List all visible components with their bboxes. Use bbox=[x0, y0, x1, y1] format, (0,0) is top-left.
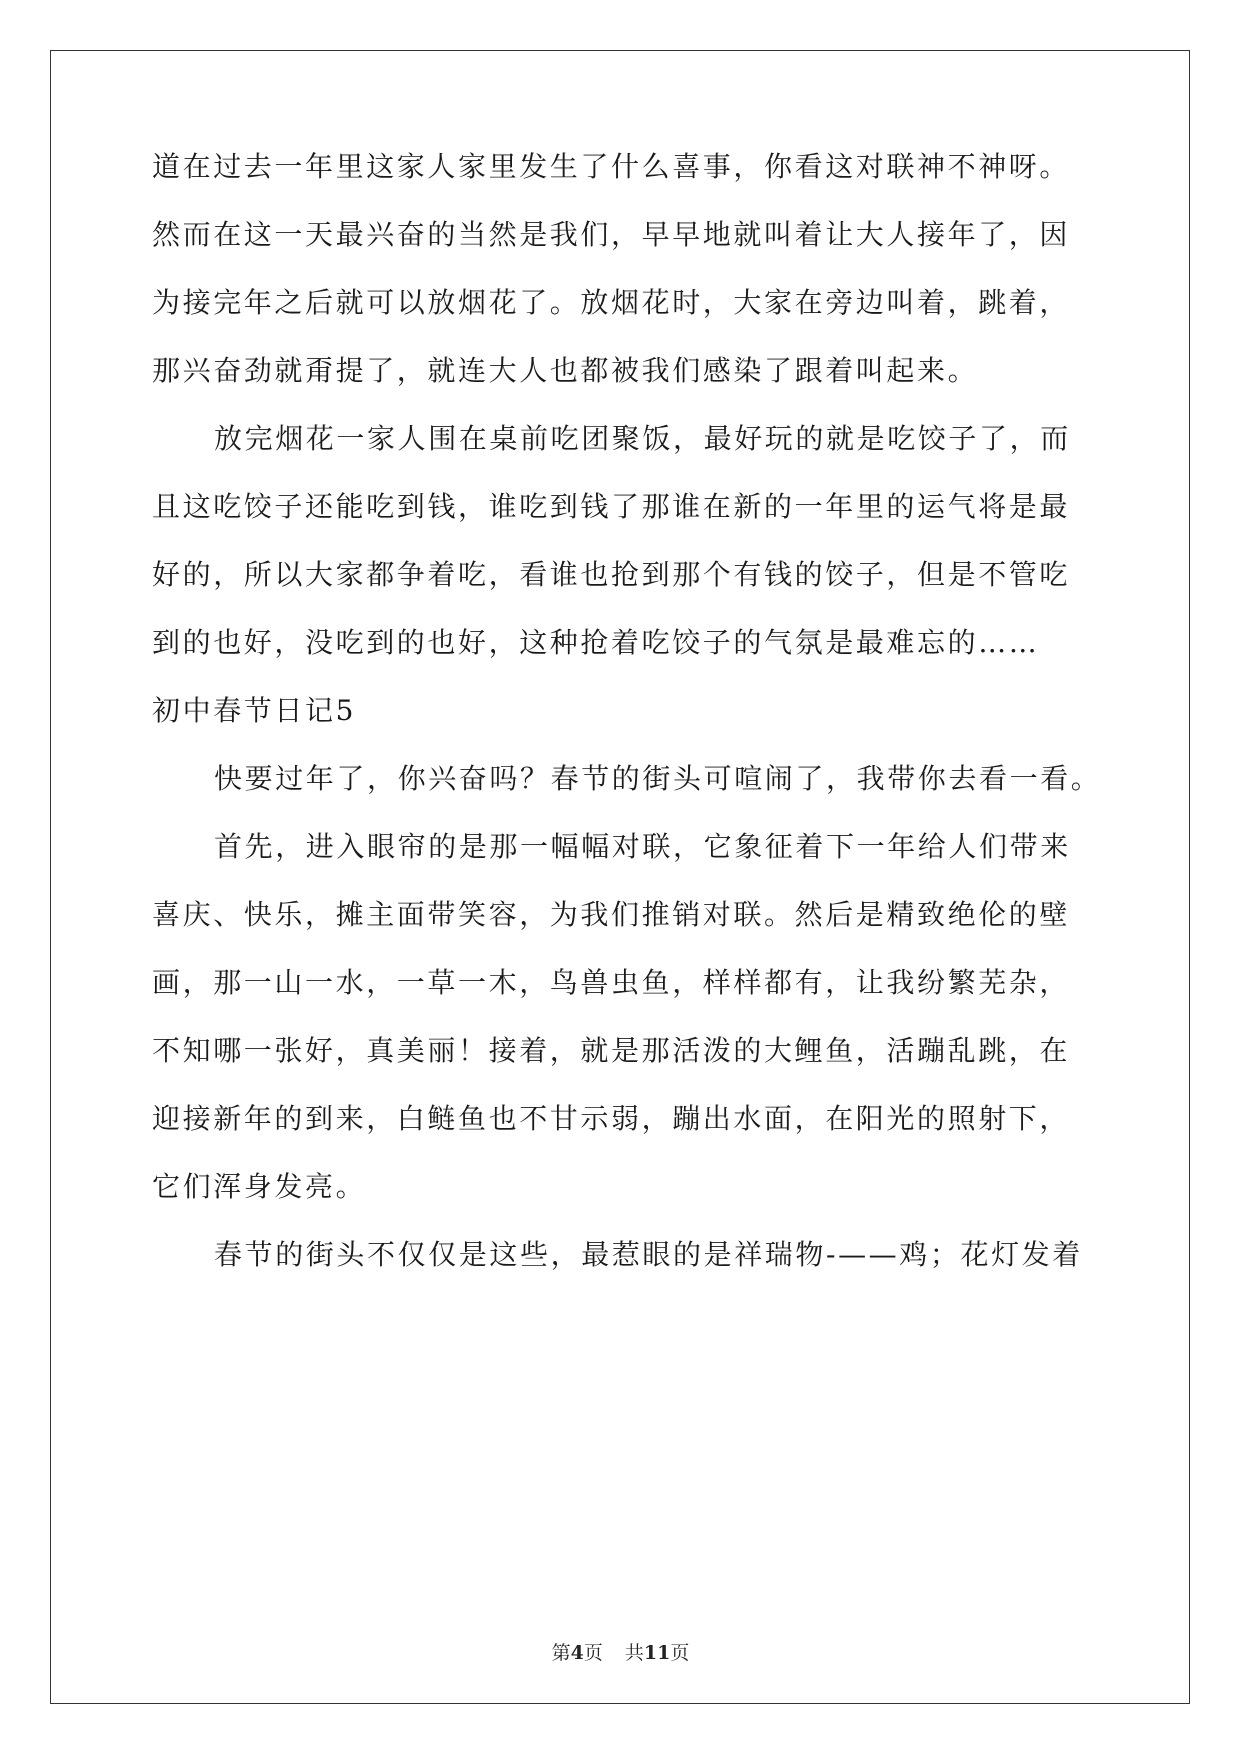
paragraph-line: 不知哪一张好，真美丽！接着，就是那活泼的大鲤鱼，活蹦乱跳，在 bbox=[152, 1034, 1071, 1067]
paragraph-line: 那兴奋劲就甭提了，就连大人也都被我们感染了跟着叫起来。 bbox=[152, 354, 979, 387]
paragraph-line: 且这吃饺子还能吃到钱，谁吃到钱了那谁在新的一年里的运气将是最 bbox=[152, 490, 1071, 523]
footer-page-suffix: 页 bbox=[583, 1642, 603, 1664]
document-body bbox=[152, 150, 1102, 1308]
paragraph-line: 春节的街头不仅仅是这些，最惹眼的是祥瑞物-——鸡；花灯发着 bbox=[214, 1238, 1083, 1271]
paragraph-line: 为接完年之后就可以放烟花了。放烟花时，大家在旁边叫着，跳着， bbox=[152, 286, 1071, 319]
current-page-number: 4 bbox=[570, 1642, 584, 1664]
paragraph-line: 迎接新年的到来，白鲢鱼也不甘示弱，蹦出水面，在阳光的照射下， bbox=[152, 1102, 1071, 1135]
paragraph-line: 放完烟花一家人围在桌前吃团聚饭，最好玩的就是吃饺子了，而 bbox=[214, 422, 1071, 455]
paragraph-line: 它们浑身发亮。 bbox=[152, 1170, 367, 1203]
footer-total-prefix: 共 bbox=[624, 1642, 644, 1664]
paragraph-line: 然而在这一天最兴奋的当然是我们，早早地就叫着让大人接年了，因 bbox=[152, 218, 1071, 251]
paragraph-line: 道在过去一年里这家人家里发生了什么喜事，你看这对联神不神呀。 bbox=[152, 150, 1071, 183]
paragraph-line: 到的也好，没吃到的也好，这种抢着吃饺子的气氛是最难忘的…… bbox=[152, 626, 1040, 659]
paragraph-line: 喜庆、快乐，摊主面带笑容，为我们推销对联。然后是精致绝伦的壁 bbox=[152, 898, 1071, 931]
paragraph-line: 画，那一山一水，一草一木，鸟兽虫鱼，样样都有，让我纷繁芜杂， bbox=[152, 966, 1071, 999]
paragraph-line: 好的，所以大家都争着吃，看谁也抢到那个有钱的饺子，但是不管吃 bbox=[152, 558, 1071, 591]
paragraph-line: 首先，进入眼帘的是那一幅幅对联，它象征着下一年给人们带来 bbox=[214, 830, 1071, 863]
footer-total-suffix: 页 bbox=[670, 1642, 690, 1664]
section-heading: 初中春节日记5 bbox=[152, 694, 357, 727]
paragraph-line: 快要过年了，你兴奋吗？春节的街头可喧闹了，我带你去看一看。 bbox=[214, 762, 1102, 795]
total-page-count: 11 bbox=[643, 1642, 671, 1664]
page-footer bbox=[0, 1638, 1241, 1665]
footer-prefix: 第 bbox=[551, 1642, 571, 1664]
